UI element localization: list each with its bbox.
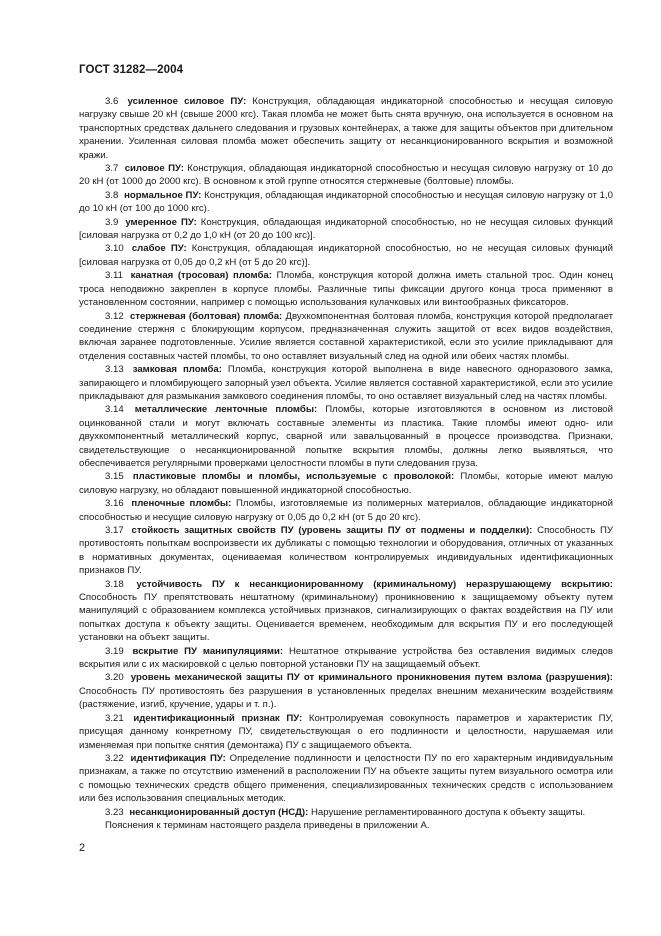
- term-entry-3-6: [79, 95, 613, 162]
- entry-number: 3.6: [105, 96, 119, 107]
- entry-text: Способность ПУ противостоять без разрушения в установленных пределах внешним механическим воздействиям (растяжение, изгиб, кручение, удары и т. п.).: [79, 685, 613, 711]
- entry-term: пластиковые пломбы и пломбы, используемые с проволокой:: [132, 471, 455, 483]
- entry-term: идентификационный признак ПУ:: [133, 712, 303, 724]
- appendix-note: Пояснения к терминам настоящего раздела приведены в приложении А.: [105, 819, 430, 831]
- entry-term: стойкость защитных свойств ПУ (уровень защиты ПУ от подмены и подделки):: [131, 525, 533, 536]
- entry-term: силовое ПУ:: [124, 163, 184, 175]
- entry-text: Конструкция, обладающая индикаторной способностью и несущая силовую нагрузку от 10 до 20 кН (от 1000 до 2000 кгс). В основном к этой группе относятся стержневые (болтовые) пломбы.: [79, 163, 614, 188]
- term-entry-3-11: [79, 269, 613, 309]
- entry-text: Двухкомпонентная болтовая пломба, конструкция которой предполагает соединение стержня с блокирующим корпусом, предназначенная служить защитой от всех видов воздействия, включая заранее подготовленные. Усилие является составной характеристикой, если это усилие прикладывают для отделения составных частей пломбы, то оно оставляет визуальный след на одной или обеих частях пломбы.: [79, 310, 614, 362]
- entry-number: 3.18: [105, 578, 124, 590]
- entry-term: пленочные пломбы:: [131, 498, 232, 510]
- entry-term: слабое ПУ:: [131, 243, 187, 255]
- entry-number: 3.17: [105, 525, 124, 536]
- term-entry-3-21: [79, 712, 613, 752]
- entry-text: Конструкция, обладающая индикаторной способностью, но не несущая силовых функций [силовая нагрузка от 0,2 до 1,0 кН (от 20 до 100 кгс)].: [79, 216, 613, 242]
- entry-term: замковая пломба:: [132, 364, 222, 376]
- entry-term: уровень механической защиты ПУ от криминального проникновения путем взлома (разрушения):: [130, 672, 613, 684]
- entry-text: Конструкция, обладающая индикаторной способностью и несущая силовую нагрузку свыше 20 кН (свыше 2000 кгс). Такая пломба не может быть снята вручную, она используется в основном на транспортных средствах дальнего следования и грузовых контейнерах, а также для защиты объектов при длительном хранении. Усиленная силовая пломба может обеспечить защиту от несанкционированного вскрытия и возможной кражи.: [79, 96, 613, 161]
- term-entry-3-8: [79, 189, 613, 216]
- term-entry-3-10: [79, 242, 613, 269]
- term-entry-3-15: [79, 470, 613, 497]
- entry-text: Способность ПУ препятствовать нештатному (криминальному) проникновению к защищаемому объекту путем манипуляций с образованием комплекса устойчивых признаков, сигнализирующих о фактах воздействия на ПУ или попытках доступа к объекту защиты. Оценивается временем, необходимым для вскрытия ПУ и его последующей установки на объект защиты.: [79, 592, 613, 644]
- entry-number: 3.19: [105, 645, 124, 657]
- entry-number: 3.21: [105, 712, 124, 724]
- entry-term: идентификация ПУ:: [130, 752, 226, 764]
- entry-term: устойчивость ПУ к несанкционированному (криминальному) неразрушающему вскрытию:: [136, 578, 613, 590]
- entry-text: Определение подлинности и целостности ПУ по его характерным индивидуальным признакам, а также по отсутствию изменений в расположении ПУ на объекте защиты путем визуального осмотра или с помощью технических средств общего применения, специализированных технических средств с использованием или без использования специальных методик.: [79, 752, 613, 805]
- entry-number: 3.13: [105, 364, 124, 376]
- entry-number: 3.8: [105, 189, 119, 201]
- entry-text: Нарушение регламентированного доступа к объекту защиты.: [310, 806, 586, 818]
- entry-number: 3.20: [105, 672, 124, 684]
- page-number: 2: [79, 842, 86, 854]
- entry-term: нормальное ПУ:: [124, 189, 202, 201]
- entry-number: 3.22: [105, 752, 124, 764]
- entry-text: Контролируемая совокупность параметров и характеристик ПУ, присущая данному конкретному ПУ, свидетельствующая о его подлинности и целостности, нарушаемая или изменяемая при попытке снятия (демонтажа) ПУ с защищаемого объекта.: [79, 712, 613, 751]
- term-entry-3-22: [79, 752, 613, 806]
- entry-text: Пломба, конструкция которой выполнена в виде навесного одноразового замка, запирающего и пломбирующего запорный узел объекта. Усилие является составной характеристикой, если это усилие прикладывают для размыкания замкового соединения пломбы, то оно оставляет визуальный след на частях пломбы.: [79, 364, 613, 402]
- term-entry-3-12: [79, 310, 613, 364]
- entry-term: несанкционированный доступ (НСД):: [129, 806, 309, 818]
- term-entry-3-7: [79, 162, 613, 189]
- entry-term: канатная (тросовая) пломба:: [130, 270, 272, 282]
- entry-text: Пломба, конструкция которой должна иметь стальной трос. Один конец троса неподвижно закреплен в корпусе пломбы. Различные типы фиксации другого конца троса применяют в установленном состоянии, например с помощью использования кулачковых или винтообразных фиксаторов.: [79, 270, 613, 309]
- entry-number: 3.14: [105, 404, 124, 416]
- term-entry-3-20: [79, 671, 613, 711]
- entry-number: 3.16: [105, 498, 124, 510]
- entry-text: Пломбы, изготовляемые из полимерных материалов, обладающие индикаторной способностью и несущие силовую нагрузку от 0,05 до 0,2 кН (от 5 до 20 кгс).: [79, 498, 614, 523]
- entry-number: 3.10: [105, 243, 124, 255]
- entry-number: 3.11: [105, 270, 123, 282]
- entry-term: стержневая (болтовая) пломба:: [129, 310, 283, 322]
- term-entry-3-19: [79, 645, 613, 672]
- entry-text: Пломбы, которые имеют малую силовую нагрузку, но обладают повышенной индикаторной способностью.: [79, 471, 613, 496]
- entry-term: усиленное силовое ПУ:: [127, 96, 247, 107]
- entry-number: 3.7: [105, 163, 119, 175]
- term-entry-3-18: [79, 578, 613, 645]
- term-entry-3-17: [79, 524, 613, 578]
- entry-term: умеренное ПУ:: [125, 216, 197, 228]
- entry-text: Нештатное открывание устройства без оставления видимых следов вскрытия или с их маскировкой с целью повторной установки ПУ на защищаемый объект.: [79, 645, 613, 671]
- term-entry-3-9: [79, 216, 613, 243]
- entry-text: Пломбы, которые изготовляются в основном из листовой оцинкованной стали и могут включать составные элементы из пластика. Такие пломбы имеют одно- или двухкомпонентный металлический корпус, сварной или завальцованный в процессе производства. Признаки, свидетельствующие о несанкционированной попытке вскрытия пломбы, должны легко выявляться, что обеспечивается регулярными проверками целостности пломбы в пути следования груза.: [79, 404, 613, 469]
- entry-number: 3.12: [105, 310, 124, 322]
- document-header: ГОСТ 31282—2004: [79, 64, 184, 76]
- entry-number: 3.23: [105, 806, 124, 818]
- term-entry-3-16: [79, 497, 613, 524]
- term-entry-3-23: [79, 806, 613, 819]
- entry-number: 3.9: [105, 216, 119, 228]
- entry-text: Способность ПУ противостоять попыткам воспроизвести их дубликаты с помощью технологии и оборудования, отличных от указанных в нормативных документах, оцениваемая количеством контролируемых индивидуальных идентификационных признаков ПУ.: [79, 525, 613, 577]
- entry-number: 3.15: [105, 471, 124, 483]
- term-entry-3-14: [79, 403, 613, 470]
- entry-term: металлические ленточные пломбы:: [134, 404, 318, 416]
- entry-text: Конструкция, обладающая индикаторной способностью, но не несущая силовых функций [силовая нагрузка от 0,05 до 0,2 кН (от 5 до 20 кгс)].: [79, 243, 613, 268]
- entry-text: Конструкция, обладающая индикаторной способностью и несущая силовую нагрузку от 1,0 до 10 кН (от 100 до 1000 кгс).: [79, 189, 613, 215]
- document-body: [79, 95, 613, 832]
- term-entry-3-13: [79, 363, 613, 403]
- entry-term: вскрытие ПУ манипуляциями:: [132, 645, 284, 657]
